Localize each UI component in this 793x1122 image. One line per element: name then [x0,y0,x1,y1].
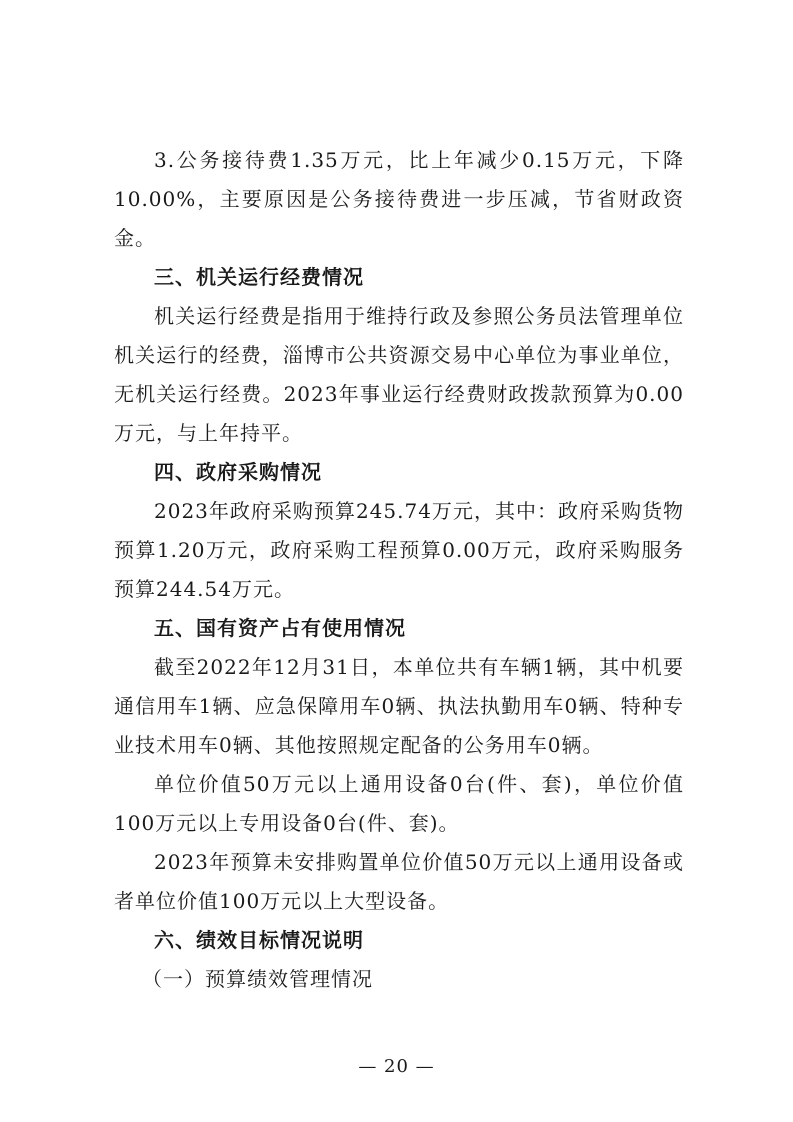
paragraph-reception-expense: 3.公务接待费1.35万元，比上年减少0.15万元，下降10.00%，主要原因是公务接待费进一步压减，节省财政资金。 [114,148,684,250]
subsection-heading-budget-performance: （一）预算绩效管理情况 [142,967,373,991]
section-heading-state-assets: 五、国有资产占有使用情况 [154,616,406,640]
paragraph-equipment-budget: 2023年预算未安排购置单位价值50万元以上通用设备或者单位价值100万元以上大型设备。 [114,850,684,913]
paragraph-equipment: 单位价值50万元以上通用设备0台(件、套)，单位价值100万元以上专用设备0台(件、套)。 [114,772,684,835]
paragraph-operating-expenses: 机关运行经费是指用于维持行政及参照公务员法管理单位机关运行的经费，淄博市公共资源交易中心单位为事业单位，无机关运行经费。2023年事业运行经费财政拨款预算为0.00万元，与上年持平。 [114,304,684,445]
section-heading-government-procurement: 四、政府采购情况 [154,460,322,484]
paragraph-vehicles: 截至2022年12月31日，本单位共有车辆1辆，其中机要通信用车1辆、应急保障用车0辆、执法执勤用车0辆、特种专业技术用车0辆、其他按照规定配备的公务用车0辆。 [114,655,684,757]
page-number: — 20 — [358,1056,435,1077]
document-body [114,141,684,999]
section-heading-operating-expenses: 三、机关运行经费情况 [154,265,364,289]
paragraph-government-procurement: 2023年政府采购预算245.74万元，其中：政府采购货物预算1.20万元，政府采购工程预算0.00万元，政府采购服务预算244.54万元。 [114,499,684,601]
section-heading-performance-targets: 六、绩效目标情况说明 [154,928,364,952]
